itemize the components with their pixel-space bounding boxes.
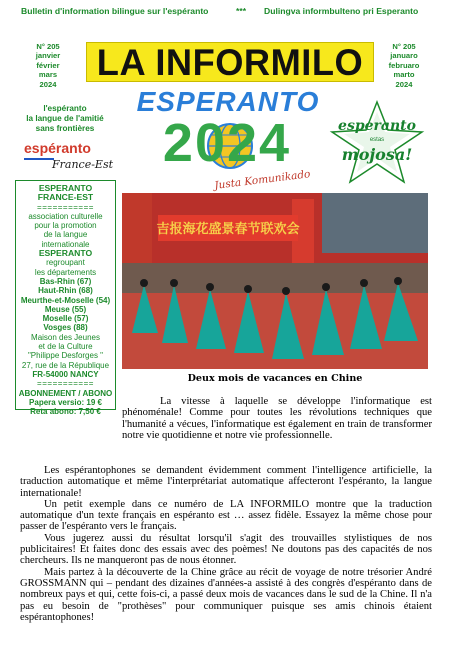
sidebar-heading-1: ESPERANTO [38,183,93,193]
logo-esperanto-word: espéranto [24,140,91,156]
photo-caption: Deux mois de vacances en Chine [187,373,363,384]
tagline-line-1: l'espéranto [43,104,87,113]
issue-month-1: janvier [35,51,61,61]
sidebar-address-line: et de la Culture [38,342,93,352]
article-paragraph: Mais partez à la découverte de la Chine grâce au récit de voyage de notre trésorier André GROSSMANN qui – pendant des dizaines d'années-a assisté à des congrès d'espéranto dans de nombreux pays et qui, cette fois-ci, a passé deux mois de vacances dans le sud de la Chine. Il n'a pas eu besoin de "prothèses" pour communiquer puisque ses amis chinois étaient espérantophones! [20,566,432,623]
article-paragraph: Vous jugerez aussi du résultat lorsqu'il s'agit des trouvailles stylistiques de nos publicitaires! Et faites donc des essais avec des poèmes! Ne doutons pas des capacités de nos chercheurs. Ils ne manqueront pas de nous étonner. [20,532,432,567]
badge-word-1: esperanto [338,118,416,134]
sidebar-assoc-line: pour la promotion [34,221,97,231]
sidebar-address-line: Maison des Jeunes [31,332,100,342]
photo-banner-text: 吉报海花盛景春节联欢会 [156,222,300,237]
issue-month-3: mars [38,70,58,80]
article-paragraph: La vitesse à laquelle se développe l'informatique est phénoménale! Comme pour toutes les révolutions techniques que l'humanité a vécues, l'informatique est également en train de transformer notre vie quotidienne et notre vie professionnelle. [122,396,432,441]
sidebar-assoc-line: association culturelle [28,211,103,221]
esperanto-2024-logo [118,86,338,192]
subscription-paper: Papera versio: 19 € [29,397,102,407]
esperanto-france-est-logo [20,140,116,180]
department-item: Meurthe-et-Moselle (54) [20,295,111,305]
masthead-title: LA INFORMILO [96,42,364,83]
issue-month-2: février [36,60,60,70]
header-line [0,6,450,18]
tagline-line-2: la langue de l'amitié [26,114,104,123]
issue-year: 2024 [39,79,57,89]
header-separator: *** [236,6,247,16]
header-left: Bulletin d'information bilingue sur l'espéranto [21,6,209,16]
logo-region-word: France-Est [52,158,114,171]
badge-word-2: estas [369,137,385,143]
tagline-line-3: sans frontières [35,124,95,133]
sidebar-esperanto: ESPERANTO [38,248,93,259]
sidebar-separator: =========== [37,202,94,212]
article-body [20,465,432,623]
subscription-online: Reta abono: 7,50 € [30,407,101,417]
article-paragraph: Les espérantophones se demandent évidemment comment l'intelligence artificielle, la traduction automatique et même l'interprétariat automatique affecteront l'espéranto, la langue internationale! [20,465,432,499]
sidebar-regroup-line: regroupant [46,258,85,268]
china-dance-photo [122,193,428,369]
sidebar-city: FR-54000 NANCY [32,369,99,379]
logo-year: 2024 [162,113,292,173]
logo-motto: Justa Komunikado [213,168,312,192]
sidebar-address-line: 27, rue de la République [21,360,110,370]
logo-underline [24,158,54,160]
department-item: Bas-Rhin (67) [39,276,92,286]
sidebar-address-line: "Philippe Desforges " [27,351,104,361]
tagline [20,104,110,134]
issue-info-eo [384,42,424,89]
issue-month-1: januaro [390,51,418,61]
issue-number: N° 205 [36,42,60,51]
badge-word-3: mojosa! [341,145,413,164]
issue-number: N° 205 [392,42,416,51]
issue-month-2: februaro [388,60,420,70]
mojosa-badge [328,100,426,184]
header-right: Dulingva informbulteno pri Esperanto [264,6,419,16]
logo-word: ESPERANTO [136,86,320,117]
department-item: Meuse (55) [44,304,87,314]
department-item: Moselle (57) [42,314,89,324]
sidebar-separator: =========== [37,379,94,389]
department-item: Haut-Rhin (68) [38,286,93,296]
issue-month-3: marto [393,70,415,80]
sidebar-heading-2: FRANCE-EST [37,192,94,203]
issue-year: 2024 [395,79,413,89]
subscription-heading: ABONNEMENT / ABONO [18,388,113,398]
photo-image [122,193,428,369]
sidebar-assoc-line: internationale [41,239,90,249]
masthead [86,42,374,82]
sidebar-regroup-line: les départements [34,267,97,277]
association-sidebar [15,180,116,417]
article-paragraph: Un petit exemple dans ce numéro de LA INFORMILO montre que la traduction automatique d'un texte français en espéranto est … assez fidèle. Essayez la même chose pour passer de l'espéranto vers le français. [20,498,432,533]
department-item: Vosges (88) [43,323,88,333]
sidebar-assoc-line: de la langue [43,230,88,240]
article-intro [122,396,432,441]
issue-info-fr [28,42,68,89]
